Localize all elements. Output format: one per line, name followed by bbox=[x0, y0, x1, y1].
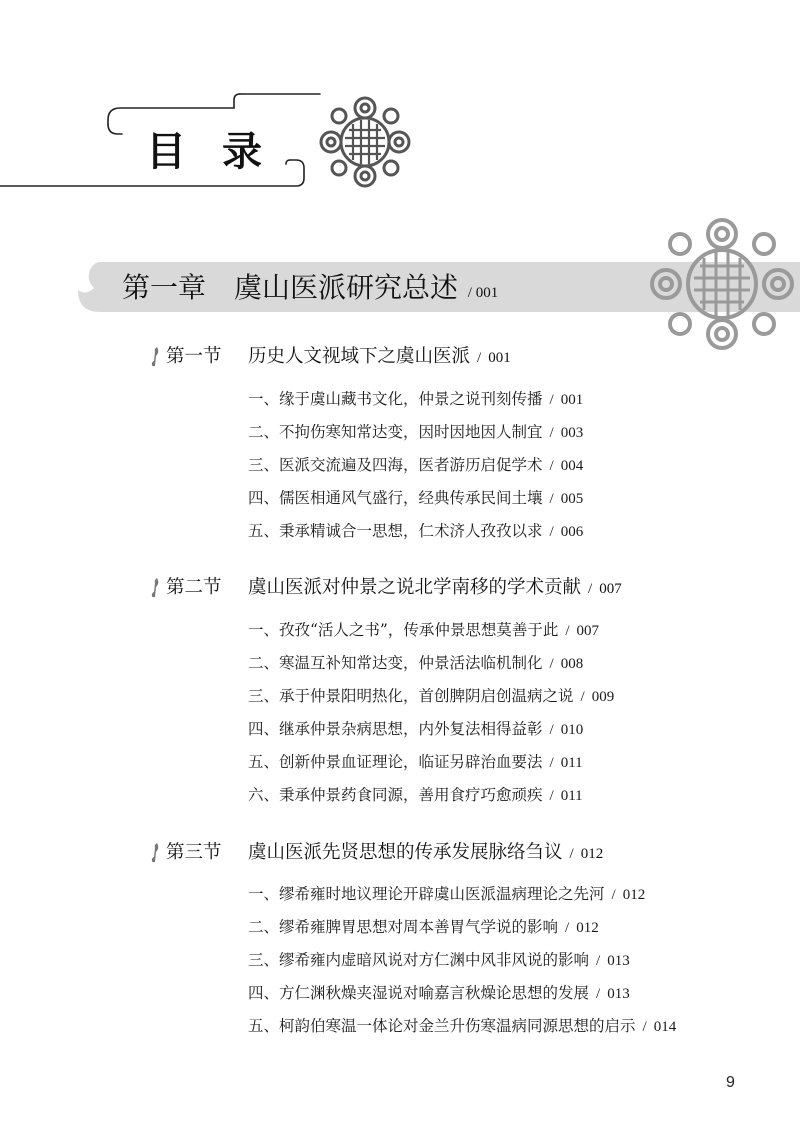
section-marker-icon bbox=[146, 842, 164, 864]
item-page: 004 bbox=[560, 458, 584, 474]
item-text: 四、继承仲景杂病思想，内外复法相得益彰 bbox=[248, 720, 543, 738]
toc-item[interactable] bbox=[248, 454, 583, 477]
separator: / bbox=[642, 1019, 647, 1035]
item-page: 006 bbox=[560, 524, 584, 540]
section-page: 007 bbox=[599, 581, 622, 597]
item-text: 三、承于仲景阳明热化，首创脾阴启创温病之说 bbox=[248, 687, 574, 705]
page-number: 9 bbox=[726, 1074, 735, 1091]
section-marker-icon bbox=[146, 577, 164, 599]
item-text: 二、缪希雍脾胃思想对周本善胃气学说的影响 bbox=[248, 918, 559, 936]
separator: / bbox=[596, 986, 601, 1002]
chapter-label: 第一章 bbox=[122, 271, 207, 304]
item-text: 五、柯韵伯寒温一体论对金兰升伤寒温病同源思想的启示 bbox=[248, 1017, 636, 1035]
toc-item[interactable] bbox=[248, 982, 630, 1005]
item-page: 001 bbox=[560, 392, 584, 408]
item-text: 二、不拘伤寒知常达变，因时因地因人制宜 bbox=[248, 423, 543, 441]
separator: / bbox=[549, 656, 554, 672]
item-text: 三、医派交流遍及四海，医者游历启促学术 bbox=[248, 456, 543, 474]
chapter-medallion-ornament-icon bbox=[642, 214, 800, 354]
section-marker-icon bbox=[146, 346, 164, 368]
toc-item[interactable] bbox=[248, 487, 583, 510]
item-page: 010 bbox=[560, 722, 584, 738]
item-page: 013 bbox=[607, 986, 630, 1002]
item-page: 009 bbox=[591, 689, 615, 705]
toc-item[interactable] bbox=[248, 718, 583, 741]
page-title: 目录 bbox=[146, 128, 298, 175]
item-text: 四、儒医相通风气盛行，经典传承民间土壤 bbox=[248, 489, 543, 507]
item-text: 一、孜孜“活人之书”，传承仲景思想莫善于此 bbox=[248, 621, 559, 639]
separator: / bbox=[596, 953, 601, 969]
item-text: 六、秉承仲景药食同源，善用食疗巧愈顽疾 bbox=[248, 786, 543, 804]
chapter-heading[interactable] bbox=[122, 268, 498, 313]
section-title: 虞山医派先贤思想的传承发展脉络刍议 bbox=[248, 842, 563, 863]
separator: / bbox=[588, 581, 593, 597]
section-label: 第三节 bbox=[166, 842, 222, 863]
chapter-page: / 001 bbox=[464, 285, 499, 301]
separator: / bbox=[549, 425, 554, 441]
chapter-page-number: 001 bbox=[475, 285, 499, 301]
separator: / bbox=[549, 491, 554, 507]
toc-item[interactable] bbox=[248, 421, 583, 444]
item-page: 013 bbox=[607, 953, 630, 969]
item-text: 一、缘于虞山藏书文化，仲景之说刊刻传播 bbox=[248, 390, 543, 408]
separator: / bbox=[611, 887, 616, 903]
item-page: 005 bbox=[560, 491, 584, 507]
item-page: 014 bbox=[653, 1019, 677, 1035]
toc-item[interactable] bbox=[248, 883, 645, 906]
item-page: 003 bbox=[560, 425, 584, 441]
item-page: 012 bbox=[576, 920, 599, 936]
item-text: 二、寒温互补知常达变，仲景活法临机制化 bbox=[248, 654, 543, 672]
separator: / bbox=[565, 920, 570, 936]
item-text: 四、方仁渊秋燥夹湿说对喻嘉言秋燥论思想的发展 bbox=[248, 984, 590, 1002]
section-title: 虞山医派对仲景之说北学南移的学术贡献 bbox=[248, 577, 582, 598]
item-text: 五、秉承精诚合一思想，仁术济人孜孜以求 bbox=[248, 522, 543, 540]
separator: / bbox=[565, 623, 570, 639]
section-heading-3[interactable] bbox=[146, 840, 603, 867]
toc-item[interactable] bbox=[248, 1015, 676, 1038]
section-page: 012 bbox=[580, 846, 604, 862]
item-text: 一、缪希雍时地议理论开辟虞山医派温病理论之先河 bbox=[248, 885, 605, 903]
item-text: 五、创新仲景血证理论，临证另辟治血要法 bbox=[248, 753, 543, 771]
toc-item[interactable] bbox=[248, 388, 583, 411]
medallion-ornament-icon bbox=[315, 92, 415, 192]
item-page: 008 bbox=[560, 656, 584, 672]
item-page: 011 bbox=[560, 755, 583, 771]
toc-item[interactable] bbox=[248, 520, 583, 543]
toc-item[interactable] bbox=[248, 619, 599, 642]
item-page: 012 bbox=[622, 887, 646, 903]
toc-item[interactable] bbox=[248, 652, 583, 675]
separator: / bbox=[549, 722, 554, 738]
section-heading-2[interactable] bbox=[146, 575, 622, 602]
item-page: 007 bbox=[576, 623, 600, 639]
section-heading-1[interactable] bbox=[146, 344, 511, 371]
toc-item[interactable] bbox=[248, 685, 614, 708]
separator: / bbox=[549, 788, 554, 804]
toc-item[interactable] bbox=[248, 784, 583, 807]
separator: / bbox=[549, 392, 554, 408]
separator: / bbox=[549, 458, 554, 474]
toc-item[interactable] bbox=[248, 949, 630, 972]
separator: / bbox=[580, 689, 585, 705]
separator: / bbox=[569, 846, 574, 862]
toc-item[interactable] bbox=[248, 751, 583, 774]
separator: / bbox=[477, 350, 482, 366]
item-page: 011 bbox=[560, 788, 583, 804]
section-title: 历史人文视域下之虞山医派 bbox=[248, 346, 471, 367]
chapter-name: 虞山医派研究总述 bbox=[234, 271, 459, 304]
section-page: 001 bbox=[488, 350, 511, 366]
toc-item[interactable] bbox=[248, 916, 599, 939]
section-label: 第二节 bbox=[166, 577, 222, 598]
section-label: 第一节 bbox=[166, 346, 222, 367]
separator: / bbox=[549, 755, 554, 771]
item-text: 三、缪希雍内虚暗风说对方仁渊中风非风说的影响 bbox=[248, 951, 590, 969]
separator: / bbox=[549, 524, 554, 540]
